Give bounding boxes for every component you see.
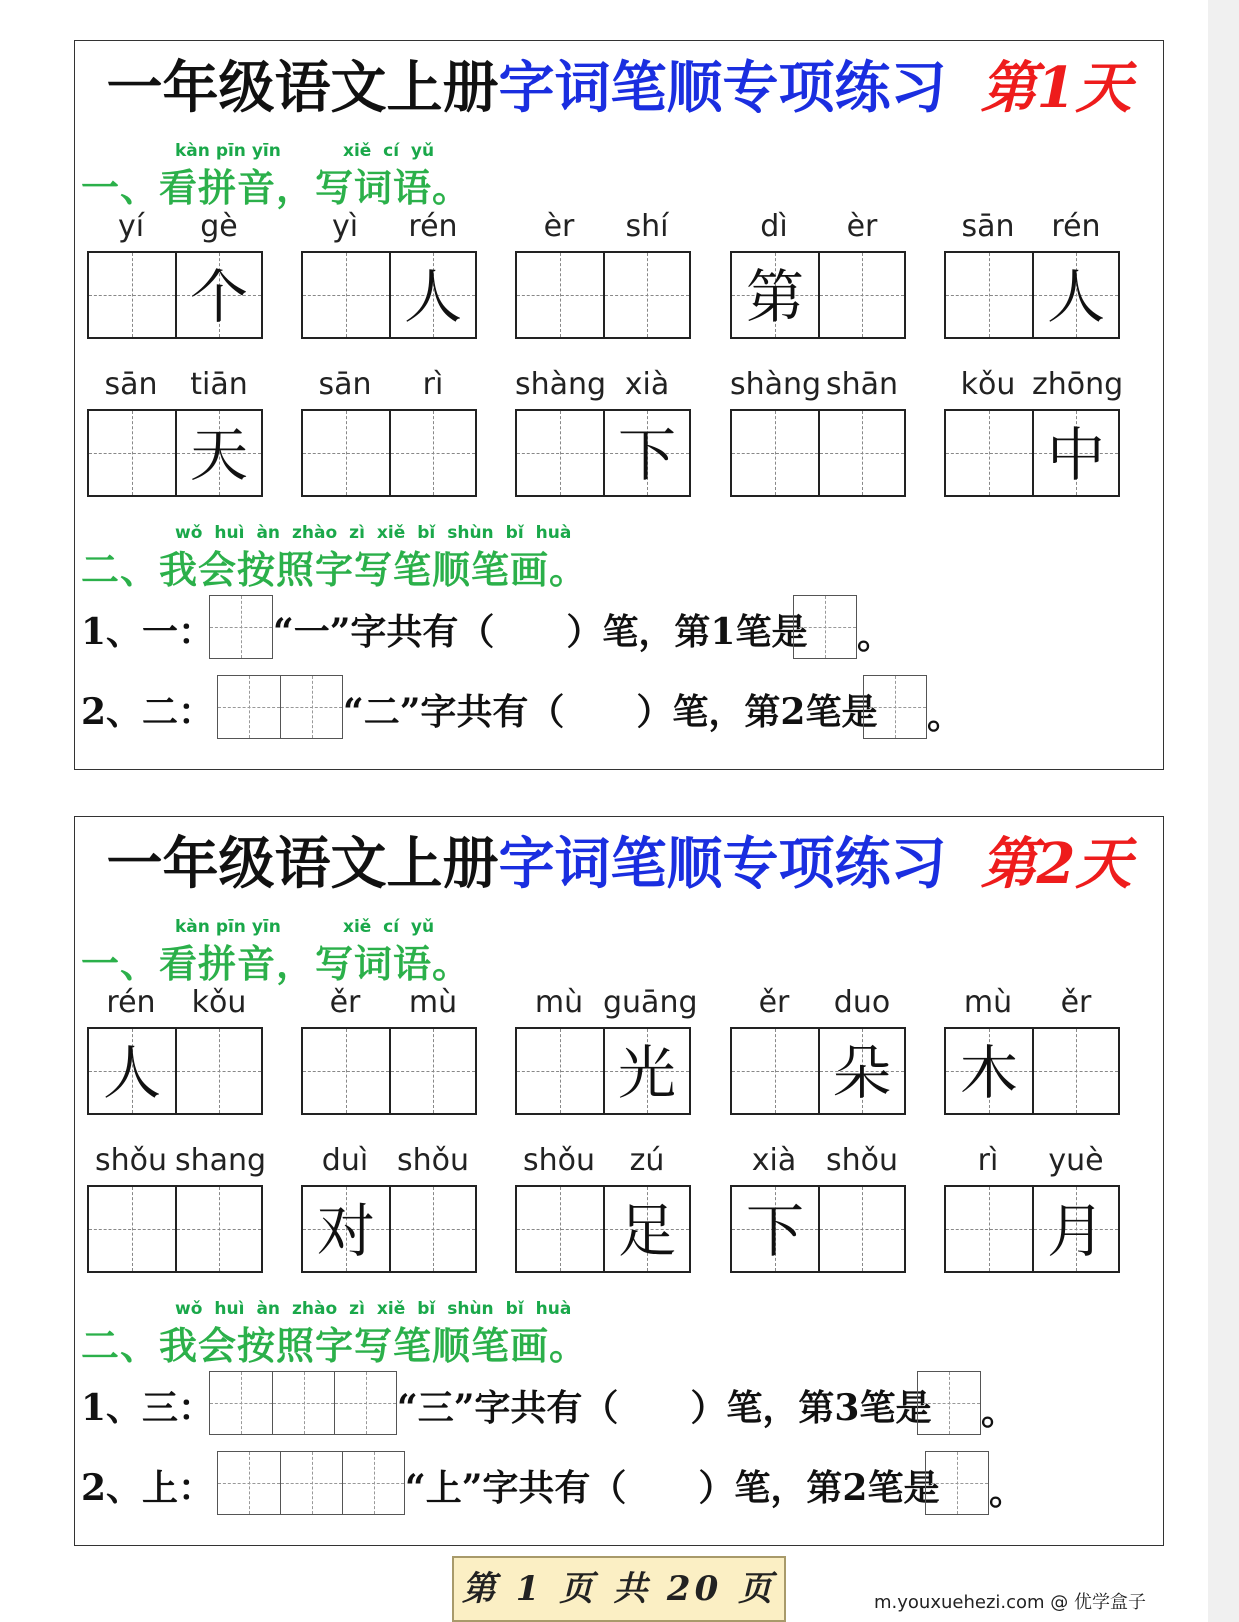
tian-grid [730,1027,906,1115]
given-character: 中 [1046,421,1105,489]
word-pinyin [730,1143,906,1179]
pinyin-syllable: shǒu [94,1143,167,1178]
pinyin-syllable: tiān [190,367,248,402]
pinyin-syllable: yí [117,209,145,244]
pinyin-syllable: shǒu [522,1143,595,1178]
word-pinyin [944,209,1120,245]
writing-box[interactable] [89,253,175,337]
word-pinyin [515,367,691,403]
writing-box[interactable] [517,1187,603,1271]
question-end: 。 [927,695,964,737]
given-character: 月 [1046,1197,1105,1265]
answer-box [917,1371,981,1435]
section-1-text: 一、看拼音，写词语。 [81,941,472,986]
writing-box[interactable] [818,411,904,495]
pinyin-syllable: rì [977,1143,999,1178]
stroke-boxes [217,1451,405,1515]
pinyin-syllable: bǐ [417,523,436,543]
pinyin-syllable: zú [629,1143,665,1178]
writing-box[interactable] [603,1187,689,1271]
tian-grid [730,251,906,339]
word-pinyin [87,985,263,1021]
writing-box[interactable] [946,1029,1032,1113]
word-pinyin [87,209,263,245]
writing-box[interactable] [89,1029,175,1113]
tian-grid [515,1027,691,1115]
writing-box[interactable] [89,411,175,495]
tian-grid [944,1027,1120,1115]
writing-box[interactable] [303,1187,389,1271]
pinyin-syllable: bǐ [417,1299,436,1319]
pinyin-syllable: kǒu [191,985,247,1020]
writing-box[interactable] [603,411,689,495]
writing-box[interactable] [175,411,261,495]
pinyin-syllable: huà [535,523,572,543]
question-text: “三”字共有（ ）笔，第3笔是 [397,1387,932,1429]
pinyin-syllable: shàng [515,367,607,402]
writing-box[interactable] [517,253,603,337]
tian-grid [515,251,691,339]
title-grade: 一年级语文上册 [106,55,499,121]
page-indicator: 第 1 页 共 20 页 [452,1556,786,1622]
writing-box[interactable] [389,1029,475,1113]
day-title [75,829,1163,899]
writing-box[interactable] [603,253,689,337]
stroke-box[interactable] [210,596,272,658]
writing-box[interactable] [303,411,389,495]
word-pinyin [87,1143,267,1179]
stroke-answer-box[interactable] [794,596,856,658]
answer-box [925,1451,989,1515]
writing-box[interactable] [732,1187,818,1271]
pinyin-syllable: yuè [1048,1143,1104,1178]
given-character: 下 [617,421,676,489]
stroke-box[interactable] [218,676,280,738]
pinyin-syllable: rén [408,209,458,244]
section-1-text: 一、看拼音，写词语。 [81,165,472,210]
pinyin-syllable: èr [543,209,575,244]
pinyin-syllable: duo [833,985,891,1020]
question-text: “二”字共有（ ）笔，第2笔是 [343,691,878,733]
writing-box[interactable] [175,1029,261,1113]
writing-box[interactable] [89,1187,175,1271]
word-pinyin [944,367,1124,403]
writing-box[interactable] [175,253,261,337]
pinyin-syllable: bǐ [505,1299,524,1319]
pinyin-syllable: huà [535,1299,572,1319]
pinyin-syllable: zhōng [1032,367,1124,402]
pinyin-syllable: rì [422,367,444,402]
day-2-panel [74,816,1164,1546]
stroke-boxes [209,1371,397,1435]
pinyin-syllable: sān [104,367,158,402]
question-label: 1、一： [81,611,215,653]
tian-grid [87,409,263,497]
day-1-panel [74,40,1164,770]
word-pinyin [730,367,906,403]
pinyin-syllable: xiě [376,523,406,543]
given-character: 朵 [832,1039,891,1107]
pinyin-syllable: huì [214,1299,245,1319]
pinyin-syllable: bǐ [505,523,524,543]
pinyin-syllable: huì [214,523,245,543]
pinyin-syllable: rén [106,985,156,1020]
pinyin-syllable: èr [846,209,878,244]
stroke-boxes [217,675,343,739]
stroke-box[interactable] [342,1452,404,1514]
writing-box[interactable] [517,411,603,495]
given-character: 下 [745,1197,804,1265]
pinyin-syllable: mù [408,985,458,1020]
given-character: 对 [316,1197,375,1265]
pinyin-syllable: mù [963,985,1013,1020]
given-character: 人 [102,1039,161,1107]
section-1-pinyin-a: kàn pīn yīn [175,141,281,161]
pinyin-syllable: gè [200,209,238,244]
pinyin-syllable: sān [318,367,372,402]
pinyin-syllable: sān [961,209,1015,244]
pinyin-syllable: xiě [376,1299,406,1319]
writing-box[interactable] [175,1187,261,1271]
day-title [75,53,1163,123]
stroke-box[interactable] [280,676,342,738]
question-text: “上”字共有（ ）笔，第2笔是 [405,1467,940,1509]
given-character: 光 [617,1039,676,1107]
stroke-box[interactable] [280,1452,342,1514]
word-pinyin [301,367,477,403]
section-1-pinyin-b: xiě cí yǔ [343,141,435,161]
writing-box[interactable] [603,1029,689,1113]
question-label: 1、三： [81,1387,215,1429]
tian-grid [87,251,263,339]
pinyin-syllable: mù [534,985,584,1020]
writing-box[interactable] [389,411,475,495]
writing-box[interactable] [1032,411,1118,495]
title-grade: 一年级语文上册 [106,831,499,897]
word-pinyin [944,985,1120,1021]
word-pinyin [730,985,906,1021]
pinyin-syllable: wǒ [175,523,203,543]
tian-grid [944,251,1120,339]
pinyin-syllable: zì [349,523,365,543]
tian-grid [730,409,906,497]
word-pinyin [515,985,698,1021]
answer-box [863,675,927,739]
writing-box[interactable] [1032,1187,1118,1271]
writing-box[interactable] [303,253,389,337]
section-1-pinyin-a: kàn pīn yīn [175,917,281,937]
stroke-box[interactable] [210,1372,272,1434]
given-character: 木 [959,1039,1018,1107]
writing-box[interactable] [818,1029,904,1113]
pinyin-syllable: ěr [1060,985,1092,1020]
given-character: 个 [189,263,248,331]
pinyin-syllable: xià [751,1143,797,1178]
writing-box[interactable] [1032,1029,1118,1113]
word-pinyin [944,1143,1120,1179]
stroke-box[interactable] [218,1452,280,1514]
writing-box[interactable] [389,1187,475,1271]
writing-box[interactable] [946,253,1032,337]
title-topic: 字词笔顺专项练习 [498,55,947,121]
writing-box[interactable] [818,1187,904,1271]
title-day: 第2天 [980,831,1132,897]
pinyin-syllable: zhào [292,1299,338,1319]
question-text: “一”字共有（ ）笔，第1笔是 [273,611,808,653]
pinyin-syllable: shùn [447,523,494,543]
tian-grid [301,251,477,339]
tian-grid [301,1185,477,1273]
tian-grid [515,1185,691,1273]
word-pinyin [301,1143,477,1179]
writing-box[interactable] [732,1029,818,1113]
stroke-answer-box[interactable] [918,1372,980,1434]
pinyin-syllable: shùn [447,1299,494,1319]
writing-box[interactable] [818,253,904,337]
writing-box[interactable] [946,411,1032,495]
word-pinyin [730,209,906,245]
stroke-answer-box[interactable] [926,1452,988,1514]
section-2-text: 二、我会按照字写笔顺笔画。 [81,547,589,592]
section-2-text: 二、我会按照字写笔顺笔画。 [81,1323,589,1368]
given-character: 人 [1046,263,1105,331]
word-pinyin [87,367,263,403]
pinyin-syllable: duì [321,1143,369,1178]
tian-grid [87,1027,263,1115]
pinyin-syllable: xià [624,367,670,402]
title-topic: 字词笔顺专项练习 [498,831,947,897]
pinyin-syllable: shàng [730,367,822,402]
question-label: 2、上： [81,1467,215,1509]
question-label: 2、二： [81,691,215,733]
tian-grid [944,1185,1120,1273]
site-credit: m.youxuehezi.com @ 优学盒子 [874,1592,1147,1613]
writing-box[interactable] [946,1187,1032,1271]
pinyin-syllable: zì [349,1299,365,1319]
writing-box[interactable] [389,253,475,337]
title-day: 第1天 [980,55,1132,121]
pinyin-syllable: shí [625,209,669,244]
pinyin-syllable: ěr [758,985,790,1020]
word-pinyin [515,209,691,245]
writing-box[interactable] [303,1029,389,1113]
writing-box[interactable] [1032,253,1118,337]
stroke-answer-box[interactable] [864,676,926,738]
pinyin-syllable: guāng [603,985,698,1020]
question-end: 。 [981,1391,1018,1433]
pinyin-syllable: àn [256,523,281,543]
writing-box[interactable] [517,1029,603,1113]
pinyin-syllable: dì [760,209,788,244]
word-pinyin [301,985,477,1021]
pinyin-syllable: shang [175,1143,267,1178]
pinyin-syllable: shān [825,367,899,402]
pinyin-syllable: shǒu [396,1143,469,1178]
stroke-boxes [209,595,273,659]
answer-box [793,595,857,659]
given-character: 天 [189,421,248,489]
writing-box[interactable] [732,411,818,495]
pinyin-syllable: rén [1051,209,1101,244]
pinyin-syllable: àn [256,1299,281,1319]
question-end: 。 [989,1471,1026,1513]
tian-grid [87,1185,263,1273]
pinyin-syllable: shǒu [825,1143,898,1178]
pinyin-syllable: ěr [329,985,361,1020]
question-end: 。 [857,615,894,657]
pinyin-syllable: yì [331,209,359,244]
given-character: 人 [403,263,462,331]
given-character: 足 [617,1197,676,1265]
stroke-box[interactable] [272,1372,334,1434]
tian-grid [301,1027,477,1115]
stroke-box[interactable] [334,1372,396,1434]
given-character: 第 [745,263,804,331]
tian-grid [944,409,1120,497]
word-pinyin [301,209,477,245]
tian-grid [515,409,691,497]
tian-grid [730,1185,906,1273]
tian-grid [301,409,477,497]
pinyin-syllable: kǒu [960,367,1016,402]
pinyin-syllable: zhào [292,523,338,543]
word-pinyin [515,1143,691,1179]
section-1-pinyin-b: xiě cí yǔ [343,917,435,937]
pinyin-syllable: wǒ [175,1299,203,1319]
writing-box[interactable] [732,253,818,337]
